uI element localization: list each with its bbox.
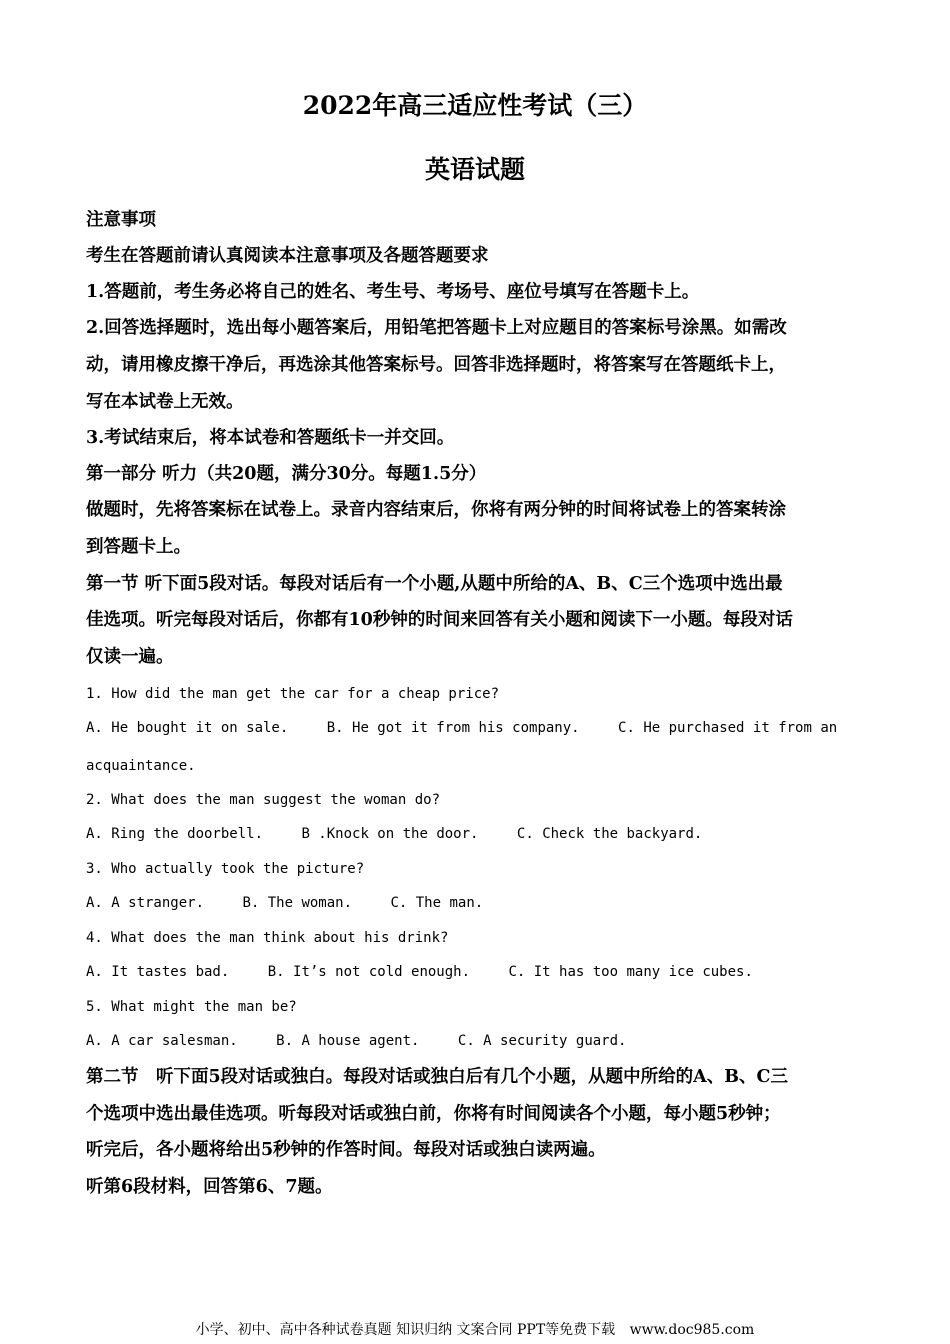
option-a: A. Ring the doorbell.: [86, 826, 264, 842]
option-b: B .Knock on the door.: [301, 826, 479, 842]
exam-title: 2022年高三适应性考试（三）: [302, 91, 648, 120]
section1-line-3: 仅读一遍。: [86, 647, 174, 667]
footer-text: 小学、初中、高中各种试卷真题 知识归纳 文案合同 PPT等免费下载: [195, 1322, 616, 1338]
option-c: C. He purchased it from an: [618, 720, 838, 736]
notice-heading: 注意事项: [86, 210, 156, 230]
option-b: B. He got it from his company.: [326, 720, 580, 736]
section1-line-2: 佳选项。听完每段对话后，你都有10秒钟的时间来回答有关小题和阅读下一小题。每段对话: [86, 610, 793, 630]
notice-item-1: 1.答题前，考生务必将自己的姓名、考生号、考场号、座位号填写在答题卡上。: [86, 282, 700, 302]
question-1-options: [86, 716, 876, 740]
section2-line-4: 听第6段材料，回答第6、7题。: [86, 1177, 333, 1197]
notice-item-2-line-1: 2.回答选择题时，选出每小题答案后，用铅笔把答题卡上对应题目的答案标号涂黑。如需改: [86, 318, 787, 338]
option-a: A. He bought it on sale.: [86, 720, 289, 736]
section2-line-2: 个选项中选出最佳选项。听每段对话或独白前，你将有时间阅读各个小题，每小题5秒钟；: [86, 1104, 781, 1124]
exam-subtitle: 英语试题: [424, 155, 525, 184]
question-2-options: [86, 822, 876, 846]
option-a: A. A stranger.: [86, 895, 205, 911]
page-footer: [0, 1320, 950, 1340]
part1-heading: 第一部分 听力（共20题，满分30分。每题1.5分）: [86, 464, 487, 484]
notice-item-2-line-3: 写在本试卷上无效。: [86, 392, 244, 412]
notice-intro: 考生在答题前请认真阅读本注意事项及各题答题要求: [86, 246, 489, 266]
question-2: 2. What does the man suggest the woman do?: [86, 792, 441, 808]
question-1: 1. How did the man get the car for a cheap price?: [86, 686, 500, 702]
question-5: 5. What might the man be?: [86, 999, 297, 1015]
section2-line-1: 第二节 听下面5段对话或独白。每段对话或独白后有几个小题，从题中所给的A、B、C三: [86, 1067, 788, 1087]
footer-url[interactable]: www.doc985.com: [629, 1322, 755, 1338]
option-c: C. It has too many ice cubes.: [508, 964, 753, 980]
option-c: C. The man.: [390, 895, 484, 911]
notice-item-2-line-2: 动，请用橡皮擦干净后，再选涂其他答案标号。回答非选择题时，将答案写在答题纸卡上，: [86, 355, 786, 375]
option-c: C. A security guard.: [457, 1033, 627, 1049]
option-c: C. Check the backyard.: [516, 826, 703, 842]
question-5-options: [86, 1029, 876, 1053]
question-4: 4. What does the man think about his drink?: [86, 930, 449, 946]
notice-item-3: 3.考试结束后，将本试卷和答题纸卡一并交回。: [86, 428, 455, 448]
section2-line-3: 听完后，各小题将给出5秒钟的作答时间。每段对话或独白读两遍。: [86, 1140, 606, 1160]
option-b: B. It’s not cold enough.: [267, 964, 471, 980]
part1-instruction-line-1: 做题时，先将答案标在试卷上。录音内容结束后，你将有两分钟的时间将试卷上的答案转涂: [86, 500, 786, 520]
option-a: A. A car salesman.: [86, 1033, 238, 1049]
question-3-options: [86, 891, 876, 915]
part1-instruction-line-2: 到答题卡上。: [86, 537, 191, 557]
section1-line-1: 第一节 听下面5段对话。每段对话后有一个小题,从题中所给的A、B、C三个选项中选出最: [86, 574, 783, 594]
option-a: A. It tastes bad.: [86, 964, 230, 980]
question-1-option-c-continued: acquaintance.: [86, 758, 196, 774]
option-b: B. The woman.: [242, 895, 353, 911]
question-4-options: [86, 960, 876, 984]
question-3: 3. Who actually took the picture?: [86, 861, 365, 877]
option-b: B. A house agent.: [276, 1033, 420, 1049]
